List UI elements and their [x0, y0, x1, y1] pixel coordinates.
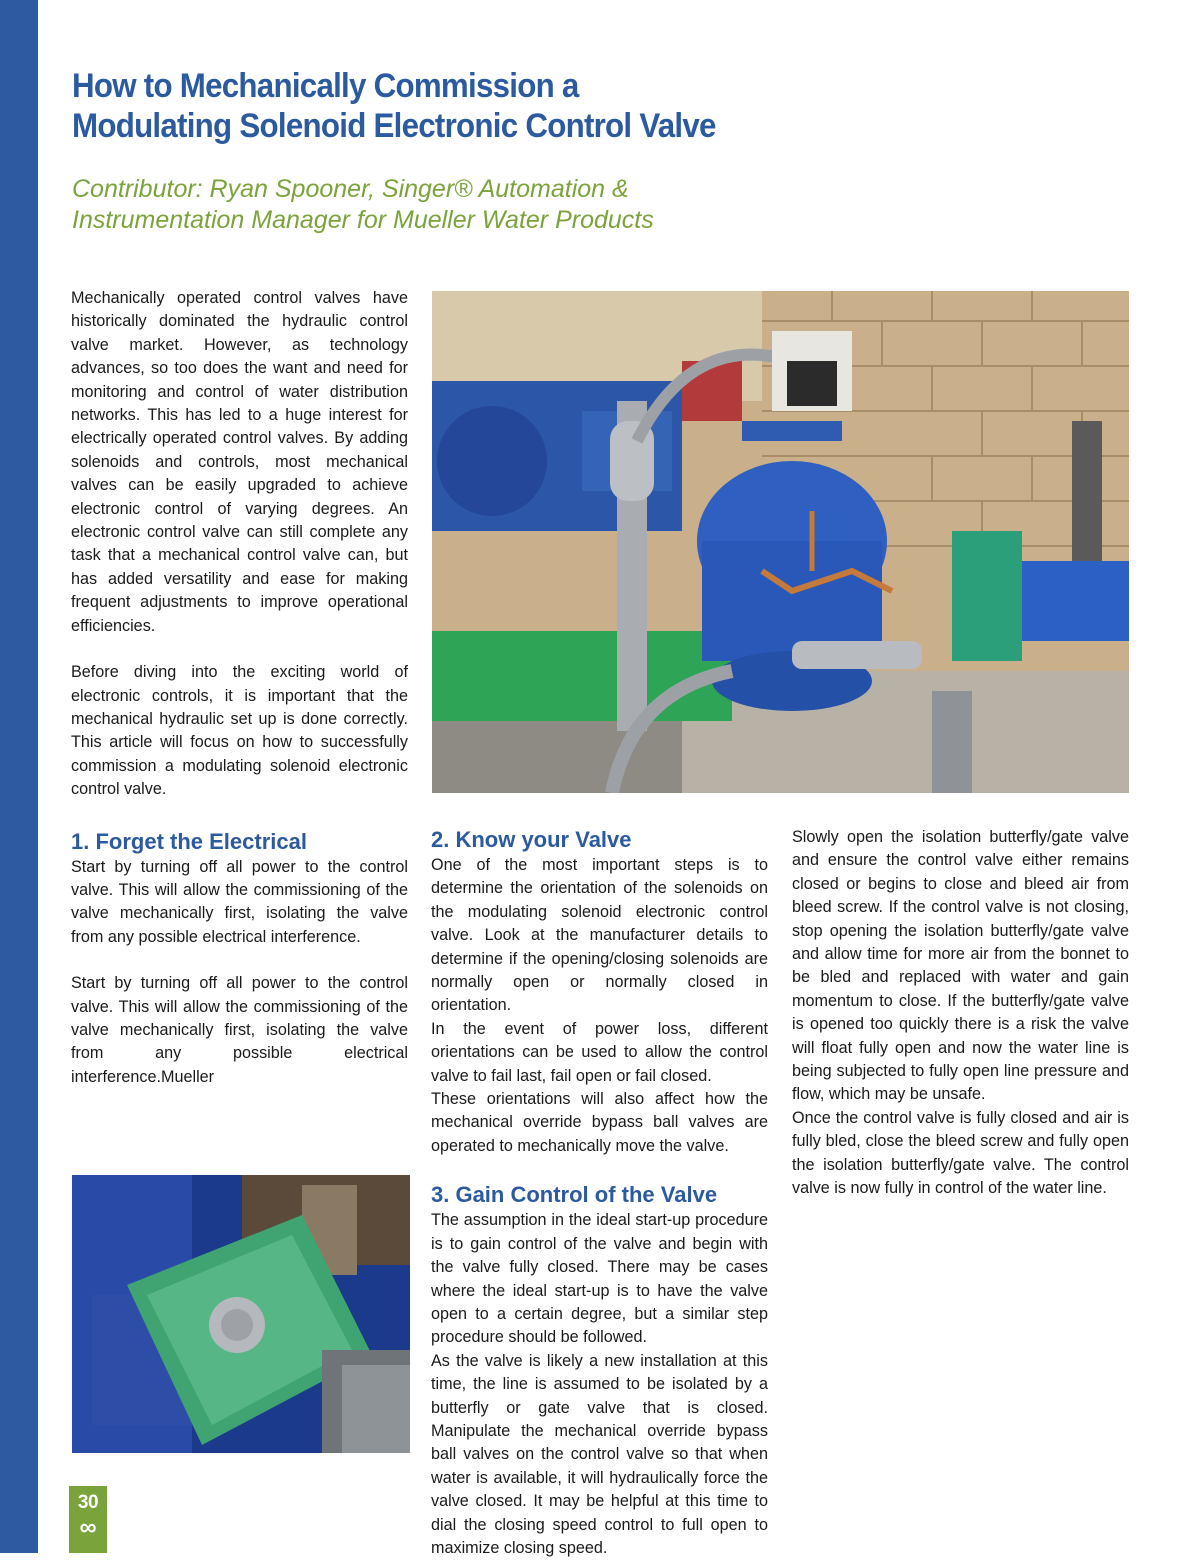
section-3-paragraph-4: Once the control valve is fully closed and air is fully bled, close the bleed screw and fully open the isolation butterfly/gate valve. The control valve is now fully in control of the water line. — [792, 1108, 1129, 1198]
section-3-paragraph-1: The assumption in the ideal start-up procedure is to gain control of the valve and begin with the valve fully closed. There may be cases where the ideal start-up is to have the valve open to a certain degree, but a similar step procedure should be followed. — [431, 1211, 768, 1347]
control-valve-photo — [432, 291, 1129, 793]
intro-paragraph-1: Mechanically operated control valves have historically dominated the hydraulic control valve market. However, as technology advances, so too does the want and need for monitoring and control of water distribution networks. This has led to a huge interest for electrically operated control valves. By adding solenoids and controls, most mechanical valves can be easily upgraded to achieve electronic control of varying degrees. An electronic control valve can still complete any task that a mechanical control valve can, but has added versatility and ease for making frequent adjustments to improve operational efficiencies. — [71, 289, 408, 635]
section-2-paragraph-2: In the event of power loss, different orientations can be used to allow the control valve to fail last, fail open or fail closed. — [431, 1019, 768, 1085]
intro-paragraph-2: Before diving into the exciting world of electronic controls, it is important that the mechanical hydraulic set up is done correctly. This article will focus on how to successfully commission a modulating solenoid electronic control valve. — [71, 663, 408, 799]
section-2-heading: 2. Know your Valve — [431, 827, 632, 852]
page-number-badge — [69, 1486, 107, 1553]
page-number: 30 — [77, 1492, 99, 1513]
solenoid-coil-photo — [72, 1175, 410, 1453]
section-1-paragraph-2: Start by turning off all power to the control valve. This will allow the commissioning of the valve mechanically first, isolating the valve from any possible electrical interference.Mueller — [71, 974, 408, 1086]
solenoid-coil-illustration — [72, 1175, 410, 1453]
section-1-paragraph-1: Start by turning off all power to the control valve. This will allow the commissioning of the valve mechanically first, isolating the valve from any possible electrical interference. — [71, 857, 408, 946]
article-title — [72, 66, 900, 146]
contributor-line-2: Instrumentation Manager for Mueller Water Products — [72, 206, 654, 234]
section-2-paragraph-3: These orientations will also affect how the mechanical override bypass ball valves are operated to mechanically move the valve. — [431, 1090, 768, 1155]
section-3-paragraph-3: Slowly open the isolation butterfly/gate valve and ensure the control valve either remains closed or begins to close and bleed air from bleed screw. If the control valve is not closing, stop opening the isolation butterfly/gate valve and allow time for more air from the bonnet to be bled and replaced with water and gain momentum to close. If the butterfly/gate valve is opened too quickly there is a risk the valve will float fully open and now the water line is being subjected to fully open line pressure and flow, which may be unsafe. — [792, 828, 1129, 1104]
infinity-icon: ∞ — [79, 1514, 97, 1541]
contributor-credit — [72, 174, 972, 236]
text-column-2 — [431, 826, 768, 1560]
contributor-line-1: Contributor: Ryan Spooner, Singer® Automation & — [72, 175, 629, 203]
title-line-2: Modulating Solenoid Electronic Control Valve — [72, 107, 716, 145]
section-3-paragraph-2: As the valve is likely a new installation at this time, the line is assumed to be isolated by a butterfly or gate valve that is closed. Manipulate the mechanical override bypass ball valves on the control valve so that when water is available, it will hydraulically force the valve closed. It may be helpful at this time to dial the closing speed control to full open to maximize closing speed. — [431, 1351, 768, 1557]
left-color-bar — [0, 0, 38, 1553]
title-line-1: How to Mechanically Commission a — [72, 67, 579, 105]
section-2-paragraph-1: One of the most important steps is to determine the orientation of the solenoids on the modulating solenoid electronic control valve. Look at the manufacturer details to determine if the opening/closing solenoids are normally open or normally closed in orientation. — [431, 856, 768, 1015]
text-column-3 — [792, 826, 1129, 1201]
section-3-heading: 3. Gain Control of the Valve — [431, 1182, 718, 1208]
control-valve-illustration — [432, 291, 1129, 793]
section-1-heading: 1. Forget the Electrical — [71, 828, 307, 854]
text-column-1 — [71, 287, 408, 1089]
